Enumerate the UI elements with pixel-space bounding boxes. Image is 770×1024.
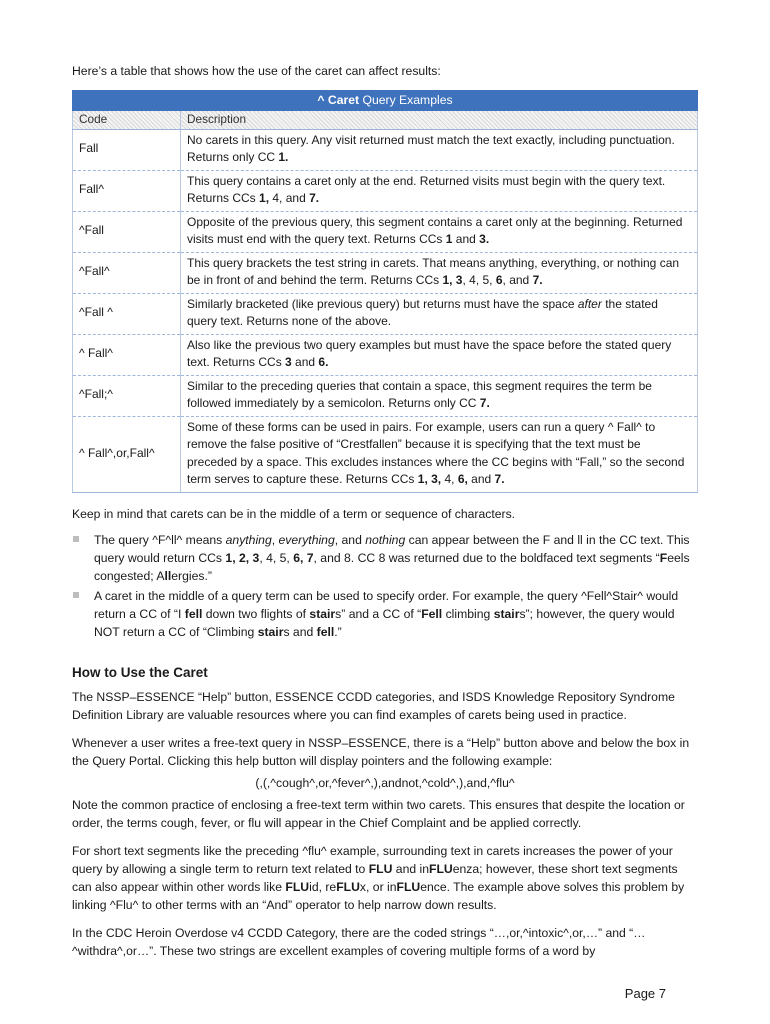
bullet-square-icon: [73, 536, 79, 542]
row-code: ^Fall: [73, 211, 181, 252]
row-description: This query brackets the test string in carets. That means anything, everything, or nothing can be in front of and behind the term. Returns CCs 1, 3, 4, 5, 6, and 7.: [181, 252, 698, 293]
row-description: Also like the previous two query examples but must have the space before the stated query text. Returns CCs 3 and 6.: [181, 334, 698, 375]
row-code: ^Fall^: [73, 252, 181, 293]
row-description: Some of these forms can be used in pairs. For example, users can run a query ^ Fall^ to remove the false positive of “Crestfallen” because it is specifying that the text must be preceded by a space. This excludes instances where the CC begins with “Fall,” so the second term serves to capture these. Returns CCs 1, 3, 4, 6, and 7.: [181, 416, 698, 492]
row-description: Opposite of the previous query, this segment contains a caret only at the beginning. Returned visits must end with the query text. Returns CCs 1 and 3.: [181, 211, 698, 252]
list-item: The query ^F^ll^ means anything, everything, and nothing can appear between the F and ll in the CC text. This query would return CCs 1, 2, 3, 4, 5, 6, 7, and 8. CC 8 was returned due to the boldfaced text segments “Feels congested; Allergies.”: [72, 531, 698, 585]
caret-examples-table: [72, 90, 698, 493]
table-row: [73, 170, 698, 211]
row-description: Similar to the preceding queries that contain a space, this segment requires the term be followed immediately by a semicolon. Returns only CC 7.: [181, 375, 698, 416]
row-code: ^Fall ^: [73, 293, 181, 334]
row-code: Fall: [73, 129, 181, 170]
bullet-list: [72, 531, 698, 641]
paragraph: In the CDC Heroin Overdose v4 CCDD Category, there are the coded strings “…,or,^intoxic^,or,…” and “…^withdra^,or…”. These two strings are excellent examples of covering multiple forms of a word by: [72, 925, 646, 958]
table-row: [73, 375, 698, 416]
bullet-square-icon: [73, 592, 79, 598]
table-row: [73, 334, 698, 375]
header-description: Description: [181, 111, 698, 130]
table-row: [73, 293, 698, 334]
row-code: ^ Fall^,or,Fall^: [73, 416, 181, 492]
row-code: ^ Fall^: [73, 334, 181, 375]
paragraph: Note the common practice of enclosing a free-text term within two carets. This ensures that despite the location or order, the terms cough, fever, or flu will appear in the Chief Complaint and be applied correctly.: [72, 797, 685, 830]
list-item: A caret in the middle of a query term can be used to specify order. For example, the query ^Fell^Stair^ would return a CC of “I fell down two flights of stairs” and a CC of “Fell climbing stairs”; however, the query would NOT return a CC of “Climbing stairs and fell.”: [72, 587, 698, 641]
intro-text: Here’s a table that shows how the use of the caret can affect results:: [72, 64, 441, 78]
table-caption: ^ Caret Query Examples: [73, 91, 698, 111]
table-header-row: [73, 111, 698, 130]
row-code: Fall^: [73, 170, 181, 211]
row-description: No carets in this query. Any visit returned must match the text exactly, including punctuation. Returns only CC 1.: [181, 129, 698, 170]
document-page: [72, 62, 698, 960]
row-description: This query contains a caret only at the end. Returned visits must begin with the query text. Returns CCs 1, 4, and 7.: [181, 170, 698, 211]
page-number: Page 7: [624, 986, 666, 1001]
paragraph: Whenever a user writes a free-text query in NSSP–ESSENCE, there is a “Help” button above and below the box in the Query Portal. Clicking this help button will display pointers and the following example:: [72, 735, 690, 768]
table-row: [73, 252, 698, 293]
paragraph: The NSSP–ESSENCE “Help” button, ESSENCE CCDD categories, and ISDS Knowledge Repository Syndrome Definition Library are valuable resources where you can find examples of carets being used in practice.: [72, 689, 675, 722]
row-code: ^Fall;^: [73, 375, 181, 416]
section-heading: How to Use the Caret: [72, 664, 208, 680]
paragraph: For short text segments like the preceding ^flu^ example, surrounding text in carets increases the power of your query by allowing a single term to return text related to FLU and inFLUenza; however, these short text segments can also appear within other words like FLUid, reFLUx, or inFLUence. The example above solves this problem by linking ^Flu^ to other terms with an “And” operator to help narrow down results.: [72, 843, 685, 912]
header-code: Code: [73, 111, 181, 130]
table-row: [73, 211, 698, 252]
example-query: (,(,^cough^,or,^fever^,),andnot,^cold^,),and,^flu^: [255, 775, 515, 790]
table-row: [73, 416, 698, 492]
table-caption-row: [73, 91, 698, 111]
table-row: [73, 129, 698, 170]
row-description: Similarly bracketed (like previous query) but returns must have the space after the stated query text. Returns none of the above.: [181, 293, 698, 334]
keep-in-mind-text: Keep in mind that carets can be in the middle of a term or sequence of characters.: [72, 506, 516, 521]
